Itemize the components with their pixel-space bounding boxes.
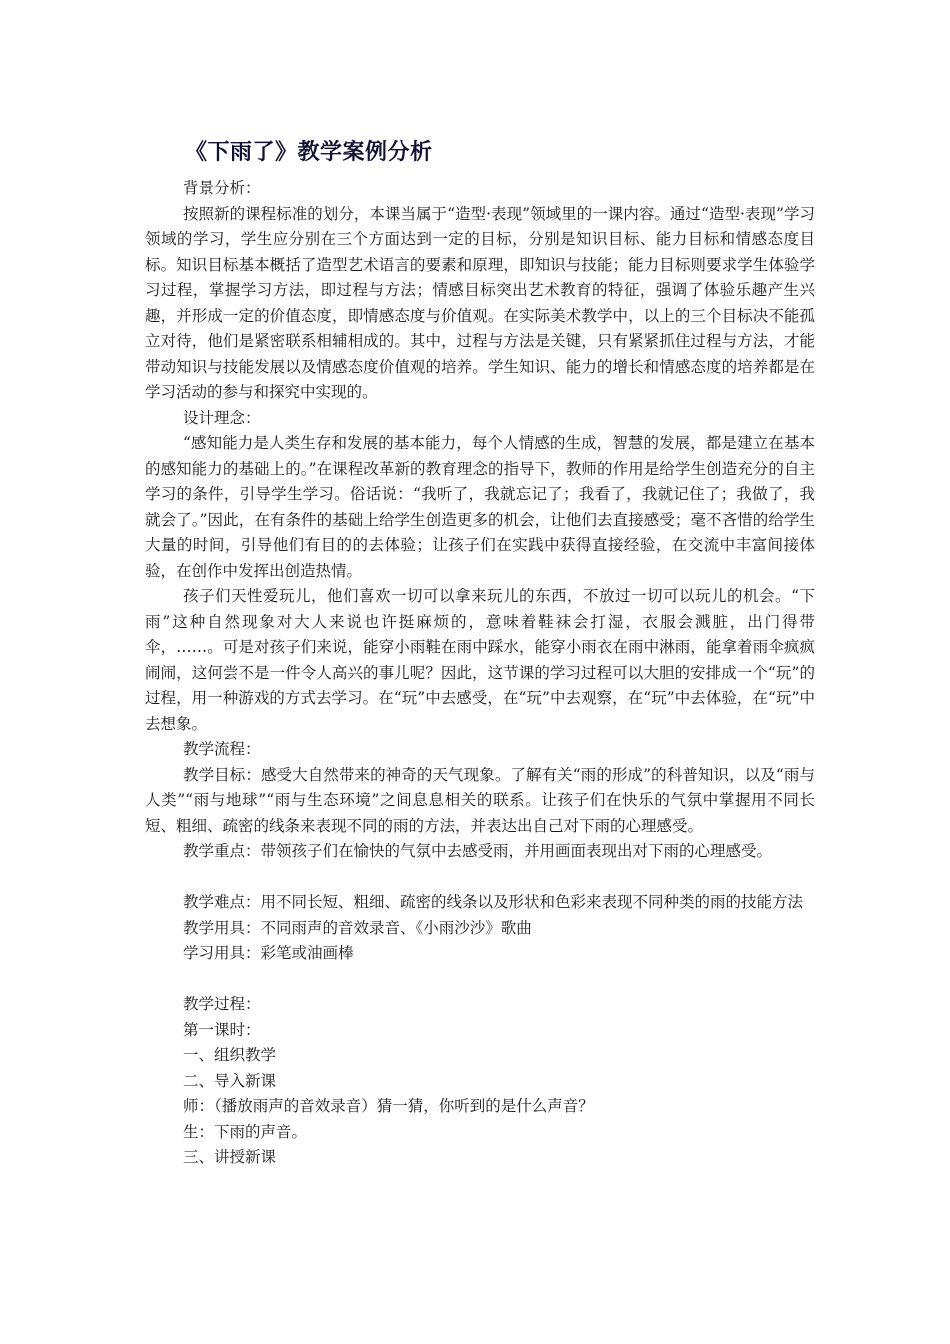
lesson-one-heading: 第一课时： — [183, 1020, 261, 1039]
background-paragraph: 按照新的课程标准的划分，本课当属于“造型·表现”领域里的一课内容。通过“造型·表现”学习领域的学习，学生应分别在三个方面达到一定的目标，分别是知识目标、能力目标和情感态度目标。知识目标基本概括了造型艺术语言的要素和原理，即知识与技能；能力目标则要求学生体验学习过程，掌握学习方法，即过程与方法；情感目标突出艺术教育的特征，强调了体验乐趣产生兴趣，并形成一定的价值态度，即情感态度与价值观。在实际美术教学中，以上的三个目标决不能孤立对待，他们是紧密联系相辅相成的。其中，过程与方法是关键，只有紧紧抓住过程与方法，才能带动知识与技能发展以及情感态度价值观的培养。学生知识、能力的增长和情感态度的培养都是在学习活动的参与和探究中实现的。 — [145, 204, 815, 401]
process-heading: 教学流程： — [183, 740, 261, 758]
design-paragraph-2: 孩子们天性爱玩儿，他们喜欢一切可以拿来玩儿的东西，不放过一切可以玩儿的机会。“下雨”这种自然现象对大人来说也许挺麻烦的，意味着鞋袜会打湿，衣服会溅脏，出门得带伞，……。可是对孩子们来说，能穿小雨鞋在雨中踩水，能穿小雨衣在雨中淋雨，能拿着雨伞疯疯闹闹，这何尝不是一件令人高兴的事儿呢？因此，这节课的学习过程可以大胆的安排成一个“玩”的过程，用一种游戏的方式去学习。在“玩”中去感受，在“玩”中去观察，在“玩”中去体验，在“玩”中去想象。 — [145, 587, 815, 733]
teacher-dialogue: 师：（播放雨声的音效录音）猜一猜，你听到的是什么声音？ — [183, 1097, 594, 1115]
step-two: 二、导入新课 — [183, 1071, 277, 1090]
teaching-key-point: 教学重点：带领孩子们在愉快的气氛中去感受雨，并用画面表现出对下雨的心理感受。 — [183, 842, 773, 860]
background-heading: 背景分析： — [183, 179, 261, 197]
design-heading: 设计理念： — [183, 408, 261, 427]
student-dialogue: 生：下雨的声音。 — [183, 1122, 308, 1141]
document-body — [145, 176, 815, 1171]
learning-tools: 学习用具：彩笔或油画棒 — [183, 944, 354, 962]
teaching-difficulty: 教学难点：用不同长短、粗细、疏密的线条以及形状和色彩来表现不同种类的雨的技能方法 — [183, 893, 804, 911]
document-title: 《下雨了》教学案例分析 — [185, 140, 433, 165]
design-paragraph-1: “感知能力是人类生存和发展的基本能力，每个人情感的生成，智慧的发展，都是建立在基本的感知能力的基础上的。”在课程改革新的教育理念的指导下，教师的作用是给学生创造充分的自主学习的条件，引导学生学习。俗话说：“我听了，我就忘记了；我看了，我就记住了；我做了，我就会了。”因此，在有条件的基础上给学生创造更多的机会，让他们去直接感受；毫不吝惜的给学生大量的时间，引导他们有目的的去体验；让孩子们在实践中获得直接经验，在交流中丰富间接体验，在创作中发挥出创造热情。 — [145, 434, 815, 580]
teaching-tools: 教学用具：不同雨声的音效录音、《小雨沙沙》歌曲 — [183, 918, 532, 937]
teaching-goal-paragraph: 教学目标：感受大自然带来的神奇的天气现象。了解有关“雨的形成”的科普知识，以及“雨与人类”“雨与地球”“雨与生态环境”之间息息相关的联系。让孩子们在快乐的气氛中掌握用不同长短、粗细、疏密的线条来表现不同的雨的方法，并表达出自己对下雨的心理感受。 — [145, 765, 815, 835]
step-one: 一、组织教学 — [183, 1046, 277, 1064]
blank-line — [145, 865, 815, 891]
step-three: 三、讲授新课 — [183, 1148, 277, 1166]
blank-line — [145, 967, 815, 993]
procedure-heading: 教学过程： — [183, 995, 261, 1013]
